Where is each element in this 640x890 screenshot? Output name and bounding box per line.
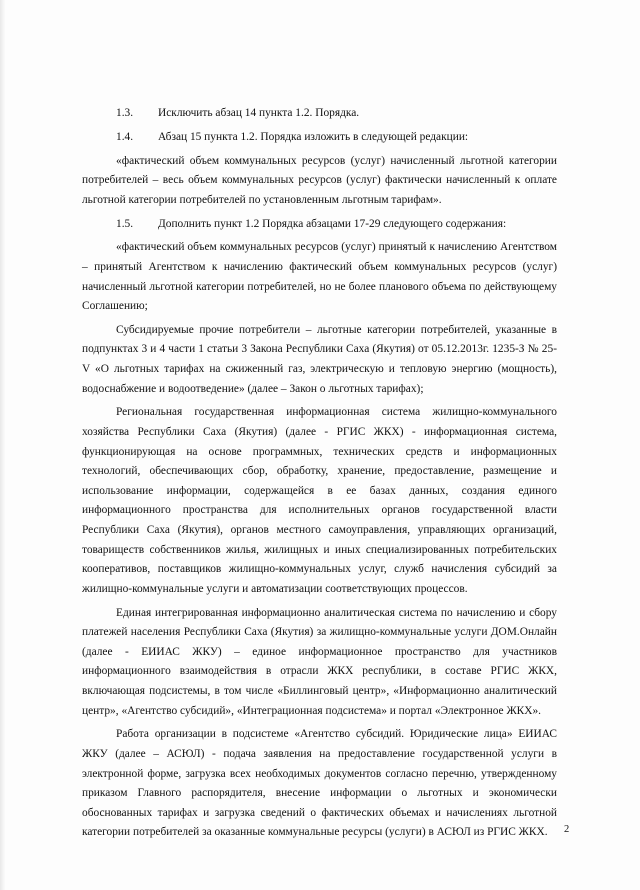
paragraph: «фактический объем коммунальных ресурсов (услуг) принятый к начислению Агентством – принятый Агентством к начислению фактический объем коммунальных ресурсов (услуг) начисленный льготной категории потребителей, но не более планового объема по действующему Соглашению; (82, 241, 557, 313)
item-1-3 (82, 104, 557, 124)
item-text: Исключить абзац 14 пункта 1.2. Порядка. (158, 107, 360, 119)
item-number: 1.4. (116, 130, 134, 143)
scan-edge (0, 0, 6, 890)
paragraph: Единая интегрированная информационно аналитическая система по начислению и сбору платежей населения Республики Саха (Якутия) за жилищно-коммунальные услуги ДОМ.Онлайн (далее - ЕИИАС ЖКУ) – единое информационное пространство для участников информационного взаимодействия в отрасли ЖКХ республики, в составе РГИС ЖКХ, включающая подсистемы, в том числе «Биллинговый центр», «Информационно аналитический центр», «Агентство субсидий», «Интеграционная подсистема» и портал «Электронное ЖКХ». (82, 606, 557, 717)
item-1-4 (82, 128, 557, 148)
page-number: 2 (564, 824, 570, 835)
paragraph: Субсидируемые прочие потребители – льготные категории потребителей, указанные в подпунктах 3 и 4 части 1 статьи 3 Закона Республики Саха (Якутия) от 05.12.2013г. 1235-З № 25-V «О льготных тарифах на сжиженный газ, электрическую и тепловую энергию (мощность), водоснабжение и водоотведение» (далее – Закон о льготных тарифах); (82, 323, 557, 395)
item-text: Дополнить пункт 1.2 Порядка абзацами 17-29 следующего содержания: (158, 217, 507, 230)
item-text: Абзац 15 пункта 1.2. Порядка изложить в следующей редакции: (158, 130, 469, 143)
document-body (82, 104, 557, 847)
paragraph: Региональная государственная информационная система жилищно-коммунального хозяйства Республики Саха (Якутия) (далее - РГИС ЖКХ) - информационная система, функционирующая на основе программных, технических средств и информационных технологий, обеспечивающих сбор, обработку, хранение, предоставление, размещение и использование информации, содержащейся в ее базах данных, создания единого информационного пространства для исполнительных органов государственной власти Республики Саха (Якутия), органов местного самоуправления, управляющих организаций, товариществ собственников жилья, жилищных и иных специализированных потребительских кооперативов, поставщиков жилищно-коммунальных услуг, служб начисления субсидий за жилищно-коммунальные услуги и автоматизации соответствующих процессов. (82, 406, 557, 595)
paragraph: Работа организации в подсистеме «Агентство субсидий. Юридические лица» ЕИИАС ЖКУ (далее – АСЮЛ) - подача заявления на предоставление государственной услуги в электронной форме, загрузка всех необходимых документов согласно перечню, утвержденному приказом Главного распорядителя, внесение информации о льготных и экономически обоснованных тарифах и загрузка сведений о фактических объемах и начислениях льготной категории потребителей за оказанные коммунальные ресурсы (услуги) в АСЮЛ из РГИС ЖКХ. (82, 728, 557, 839)
quoted-paragraph: «фактический объем коммунальных ресурсов (услуг) начисленный льготной категории потребителей – весь объем коммунальных ресурсов (услуг) фактически начисленный к оплате льготной категории потребителей по установленным льготным тарифам». (82, 154, 557, 206)
item-number: 1.3. (116, 107, 134, 119)
item-1-5 (82, 215, 557, 235)
item-number: 1.5. (116, 217, 134, 230)
